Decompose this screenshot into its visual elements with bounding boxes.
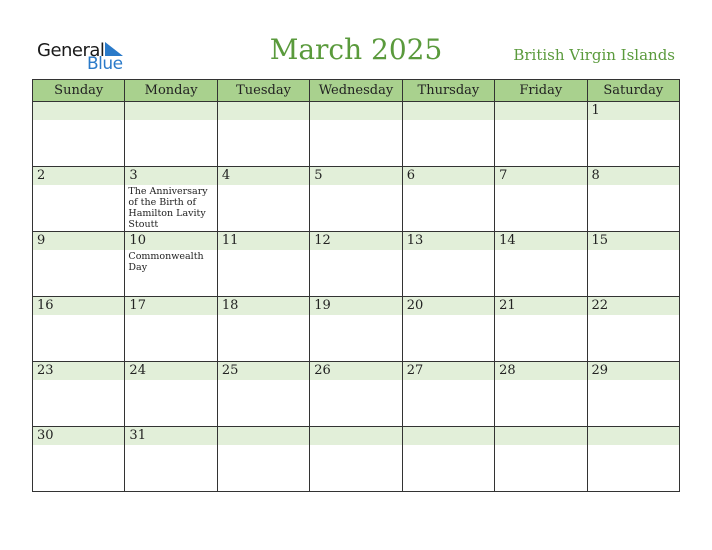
day-cell [217,362,309,427]
day-number [125,102,216,120]
day-number: 26 [310,362,401,380]
day-cell [125,297,217,362]
day-number: 9 [33,232,124,250]
day-number: 29 [588,362,679,380]
day-number: 18 [218,297,309,315]
day-cell [495,297,587,362]
day-number: 13 [403,232,494,250]
weekday-header: Tuesday [217,80,309,102]
day-cell [402,167,494,232]
calendar-title: March 2025 [269,33,443,66]
day-number: 22 [588,297,679,315]
week-row [33,102,680,167]
week-row [33,167,680,232]
day-cell [587,362,679,427]
day-cell [310,427,402,492]
day-number: 5 [310,167,401,185]
weekday-header-row [33,80,680,102]
week-row [33,297,680,362]
day-cell [402,427,494,492]
day-cell [310,232,402,297]
day-cell [33,102,125,167]
week-row [33,232,680,297]
day-cell [217,232,309,297]
day-cell [217,102,309,167]
logo-general-text: General [37,40,105,61]
day-cell [217,427,309,492]
day-number: 19 [310,297,401,315]
day-number: 20 [403,297,494,315]
day-cell [33,362,125,427]
day-number [218,427,309,445]
weekday-header: Saturday [587,80,679,102]
weekday-header: Sunday [33,80,125,102]
day-cell [125,102,217,167]
day-number [403,427,494,445]
day-cell [310,362,402,427]
day-number [310,102,401,120]
day-cell [587,427,679,492]
day-number: 28 [495,362,586,380]
day-number: 16 [33,297,124,315]
day-cell [33,167,125,232]
day-number: 14 [495,232,586,250]
day-number: 31 [125,427,216,445]
day-cell [402,102,494,167]
day-cell [125,362,217,427]
day-number [588,427,679,445]
day-number: 24 [125,362,216,380]
day-cell [587,167,679,232]
day-cell [402,297,494,362]
day-number: 25 [218,362,309,380]
day-cell [33,297,125,362]
day-cell [495,232,587,297]
day-cell [310,167,402,232]
day-number: 21 [495,297,586,315]
day-number [495,427,586,445]
day-cell [495,427,587,492]
day-cell [217,167,309,232]
day-number [33,102,124,120]
day-number: 2 [33,167,124,185]
day-number: 12 [310,232,401,250]
day-cell [495,167,587,232]
weekday-header: Thursday [402,80,494,102]
day-cell [310,102,402,167]
day-number: 30 [33,427,124,445]
weekday-header: Wednesday [310,80,402,102]
week-row [33,427,680,492]
day-cell [495,102,587,167]
day-cell [310,297,402,362]
holiday-event: The Anniversary of the Birth of Hamilton Lavity Stoutt [128,186,208,230]
day-number: 6 [403,167,494,185]
holiday-event: Commonwealth Day [128,251,204,273]
day-number: 4 [218,167,309,185]
day-number [310,427,401,445]
day-number: 7 [495,167,586,185]
day-cell [125,232,217,297]
day-number: 10 [125,232,216,250]
day-cell [33,232,125,297]
weekday-header: Friday [495,80,587,102]
week-row [33,362,680,427]
day-cell [587,102,679,167]
day-number: 1 [588,102,679,120]
weekday-header: Monday [125,80,217,102]
day-number [495,102,586,120]
day-cell [587,297,679,362]
day-cell [33,427,125,492]
day-cell [402,232,494,297]
day-number: 23 [33,362,124,380]
day-number: 15 [588,232,679,250]
day-cell [402,362,494,427]
day-cell [125,427,217,492]
day-cell [495,362,587,427]
logo-blue-text: Blue [87,54,123,74]
day-number: 27 [403,362,494,380]
day-cell [587,232,679,297]
day-number: 8 [588,167,679,185]
day-cell [125,167,217,232]
country-name: British Virgin Islands [513,46,675,64]
day-number: 3 [125,167,216,185]
day-number [403,102,494,120]
day-number: 17 [125,297,216,315]
day-number [218,102,309,120]
day-cell [217,297,309,362]
day-number: 11 [218,232,309,250]
month-calendar [32,79,680,492]
